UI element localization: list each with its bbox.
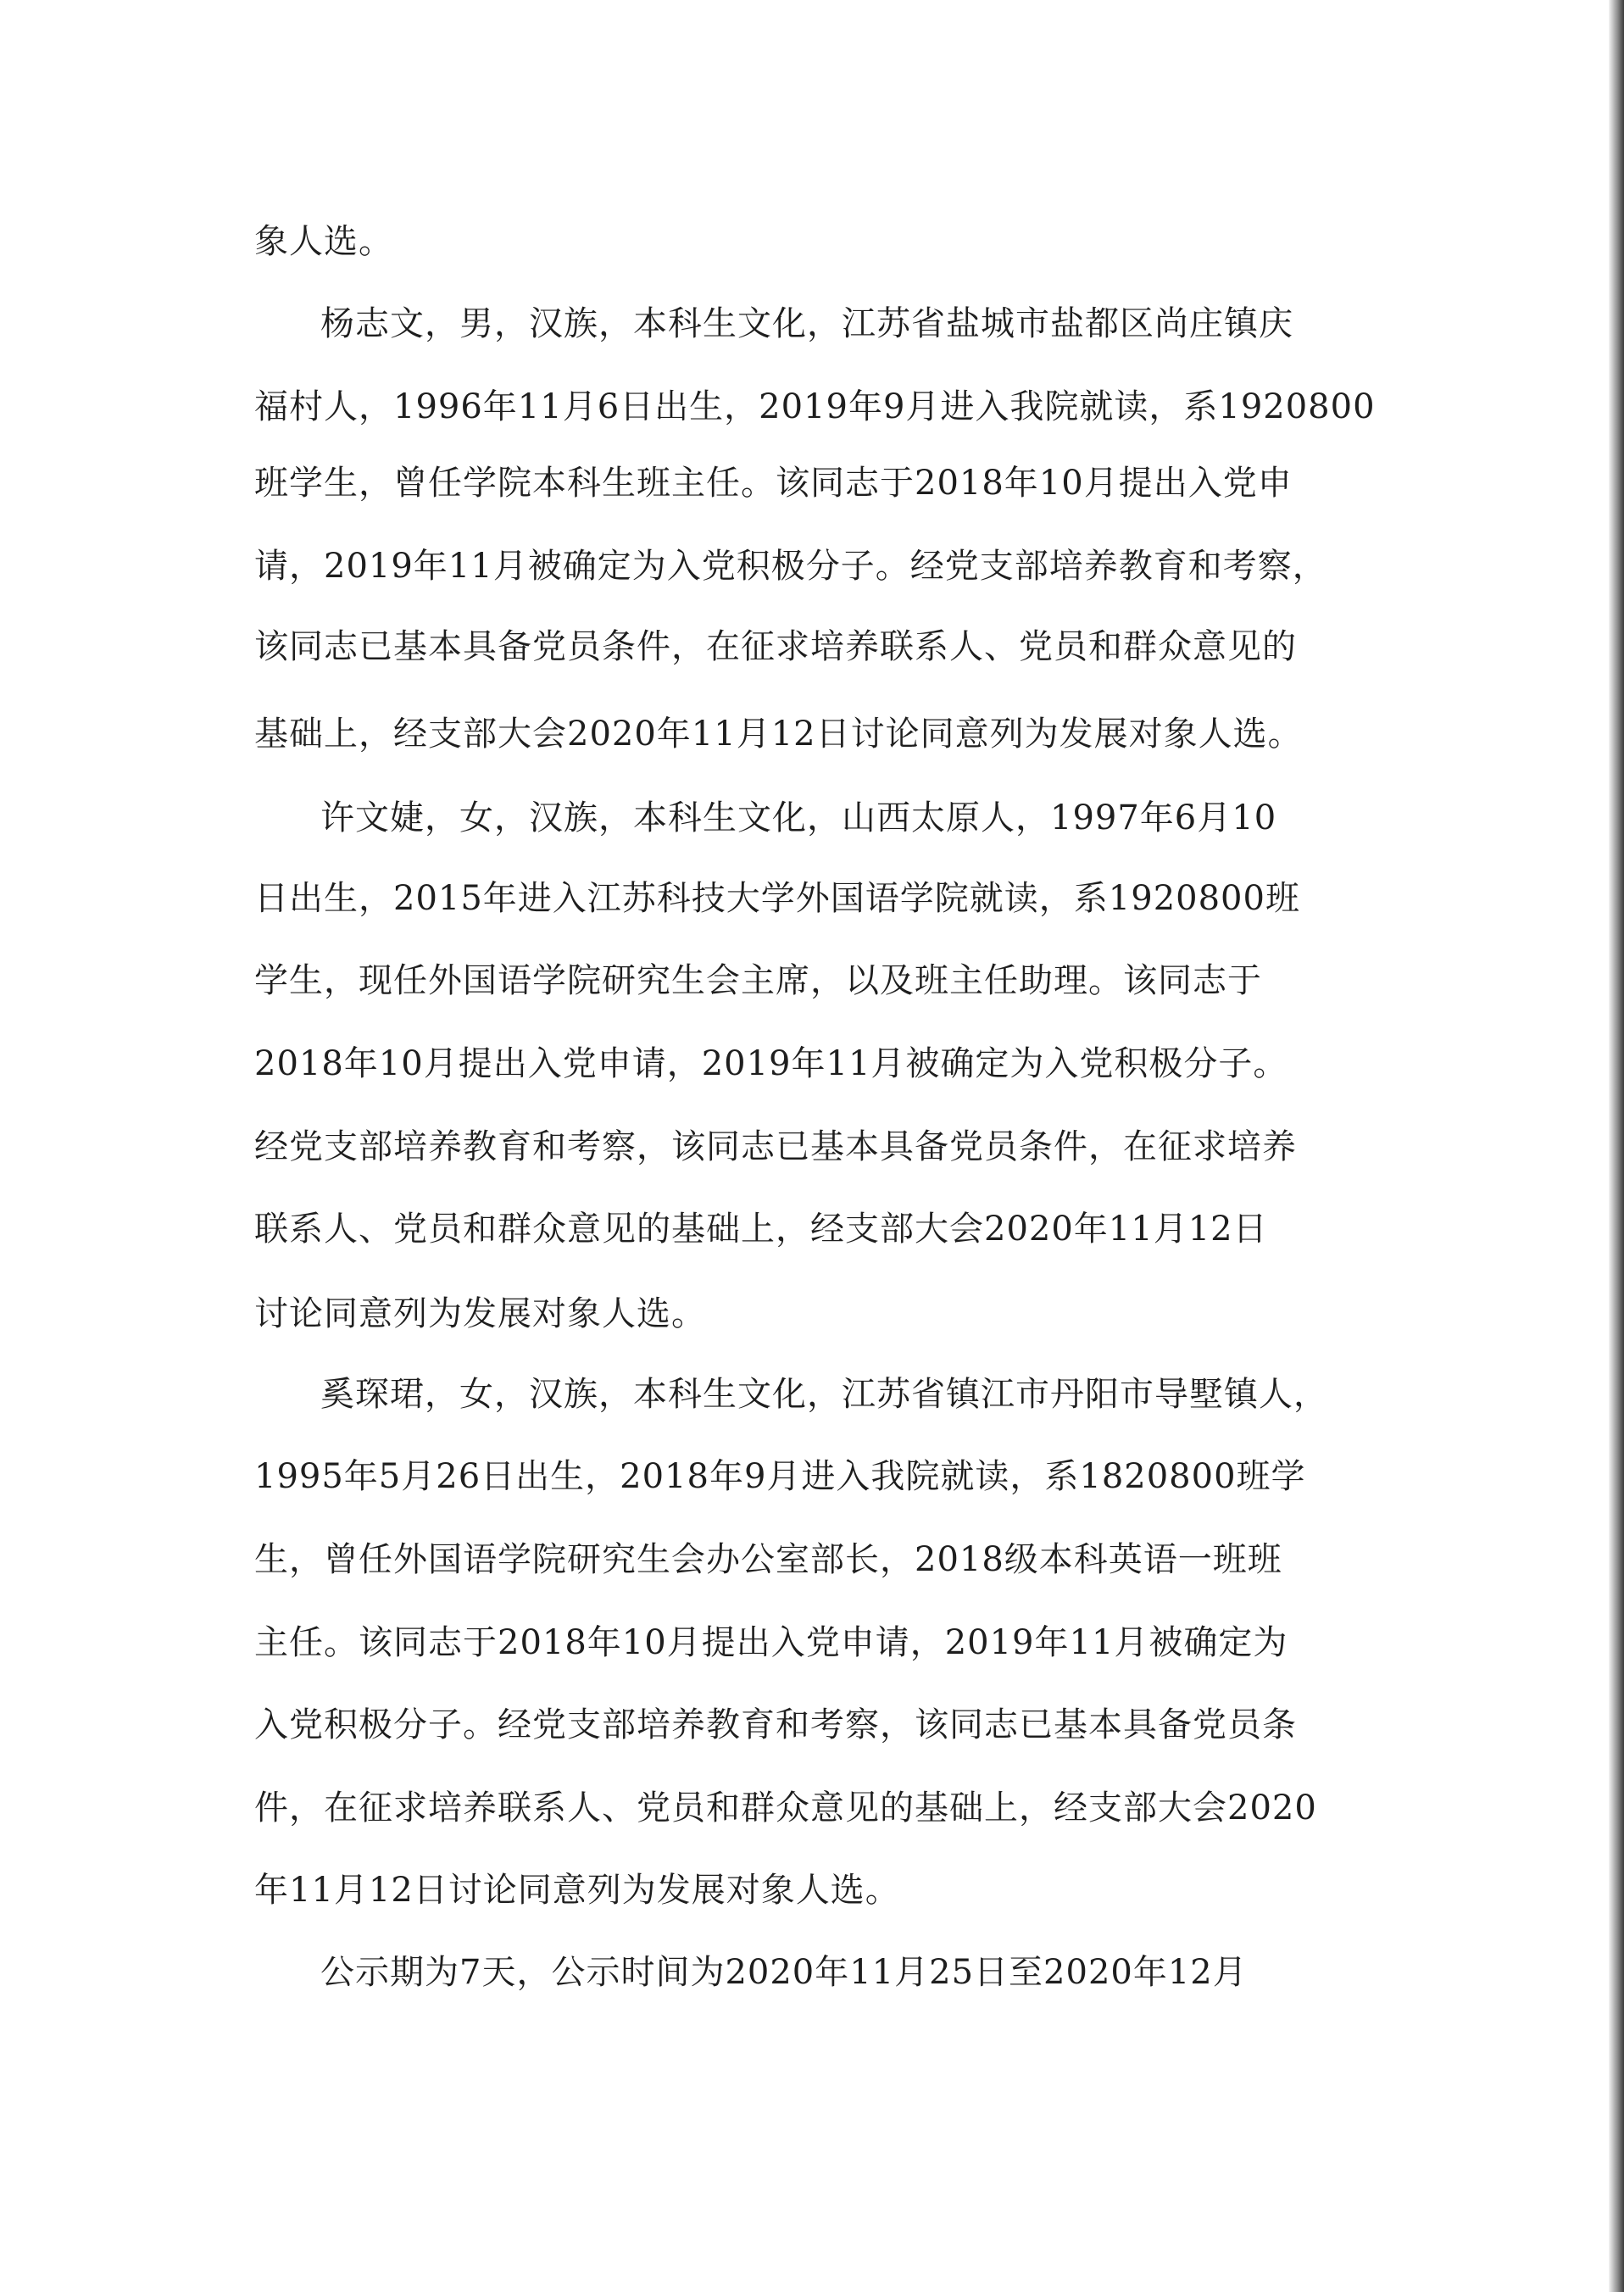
text-line: 基础上，经支部大会2020年11月12日讨论同意列为发展对象人选。 (254, 715, 1303, 754)
text-line: 该同志已基本具备党员条件，在征求培养联系人、党员和群众意见的 (254, 627, 1297, 666)
text-line: 件，在征求培养联系人、党员和群众意见的基础上，经支部大会2020 (254, 1789, 1317, 1827)
text-line: 年11月12日讨论同意列为发展对象人选。 (254, 1871, 900, 1910)
text-line: 班学生，曾任学院本科生班主任。该同志于2018年10月提出入党申 (254, 464, 1293, 503)
text-line: 福村人，1996年11月6日出生，2019年9月进入我院就读，系1920800 (254, 387, 1376, 426)
text-line: 联系人、党员和群众意见的基础上，经支部大会2020年11月12日 (254, 1210, 1268, 1249)
text-line: 生，曾任外国语学院研究生会办公室部长，2018级本科英语一班班 (254, 1540, 1282, 1579)
text-line: 讨论同意列为发展对象人选。 (254, 1294, 706, 1333)
text-line: 主任。该同志于2018年10月提出入党申请，2019年11月被确定为 (254, 1623, 1288, 1662)
text-line: 请，2019年11月被确定为入党积极分子。经党支部培养教育和考察， (254, 547, 1327, 586)
text-line: 象人选。 (254, 222, 393, 261)
text-line: 奚琛珺，女，汉族，本科生文化，江苏省镇江市丹阳市导墅镇人， (320, 1375, 1328, 1414)
text-line: 经党支部培养教育和考察，该同志已基本具备党员条件，在征求培养 (254, 1127, 1297, 1166)
text-line: 许文婕，女，汉族，本科生文化，山西太原人，1997年6月10 (320, 798, 1277, 837)
text-line: 学生，现任外国语学院研究生会主席，以及班主任助理。该同志于 (254, 961, 1262, 1000)
text-line: 杨志文，男，汉族，本科生文化，江苏省盐城市盐都区尚庄镇庆 (320, 304, 1293, 343)
text-line: 1995年5月26日出生，2018年9月进入我院就读，系1820800班学 (254, 1457, 1306, 1496)
text-line: 入党积极分子。经党支部培养教育和考察，该同志已基本具备党员条 (254, 1705, 1297, 1744)
scan-edge-shadow (1609, 0, 1624, 2292)
text-line: 2018年10月提出入党申请，2019年11月被确定为入党积极分子。 (254, 1044, 1288, 1083)
text-line: 公示期为7天，公示时间为2020年11月25日至2020年12月 (320, 1953, 1248, 1992)
text-line: 日出生，2015年进入江苏科技大学外国语学院就读，系1920800班 (254, 879, 1300, 918)
